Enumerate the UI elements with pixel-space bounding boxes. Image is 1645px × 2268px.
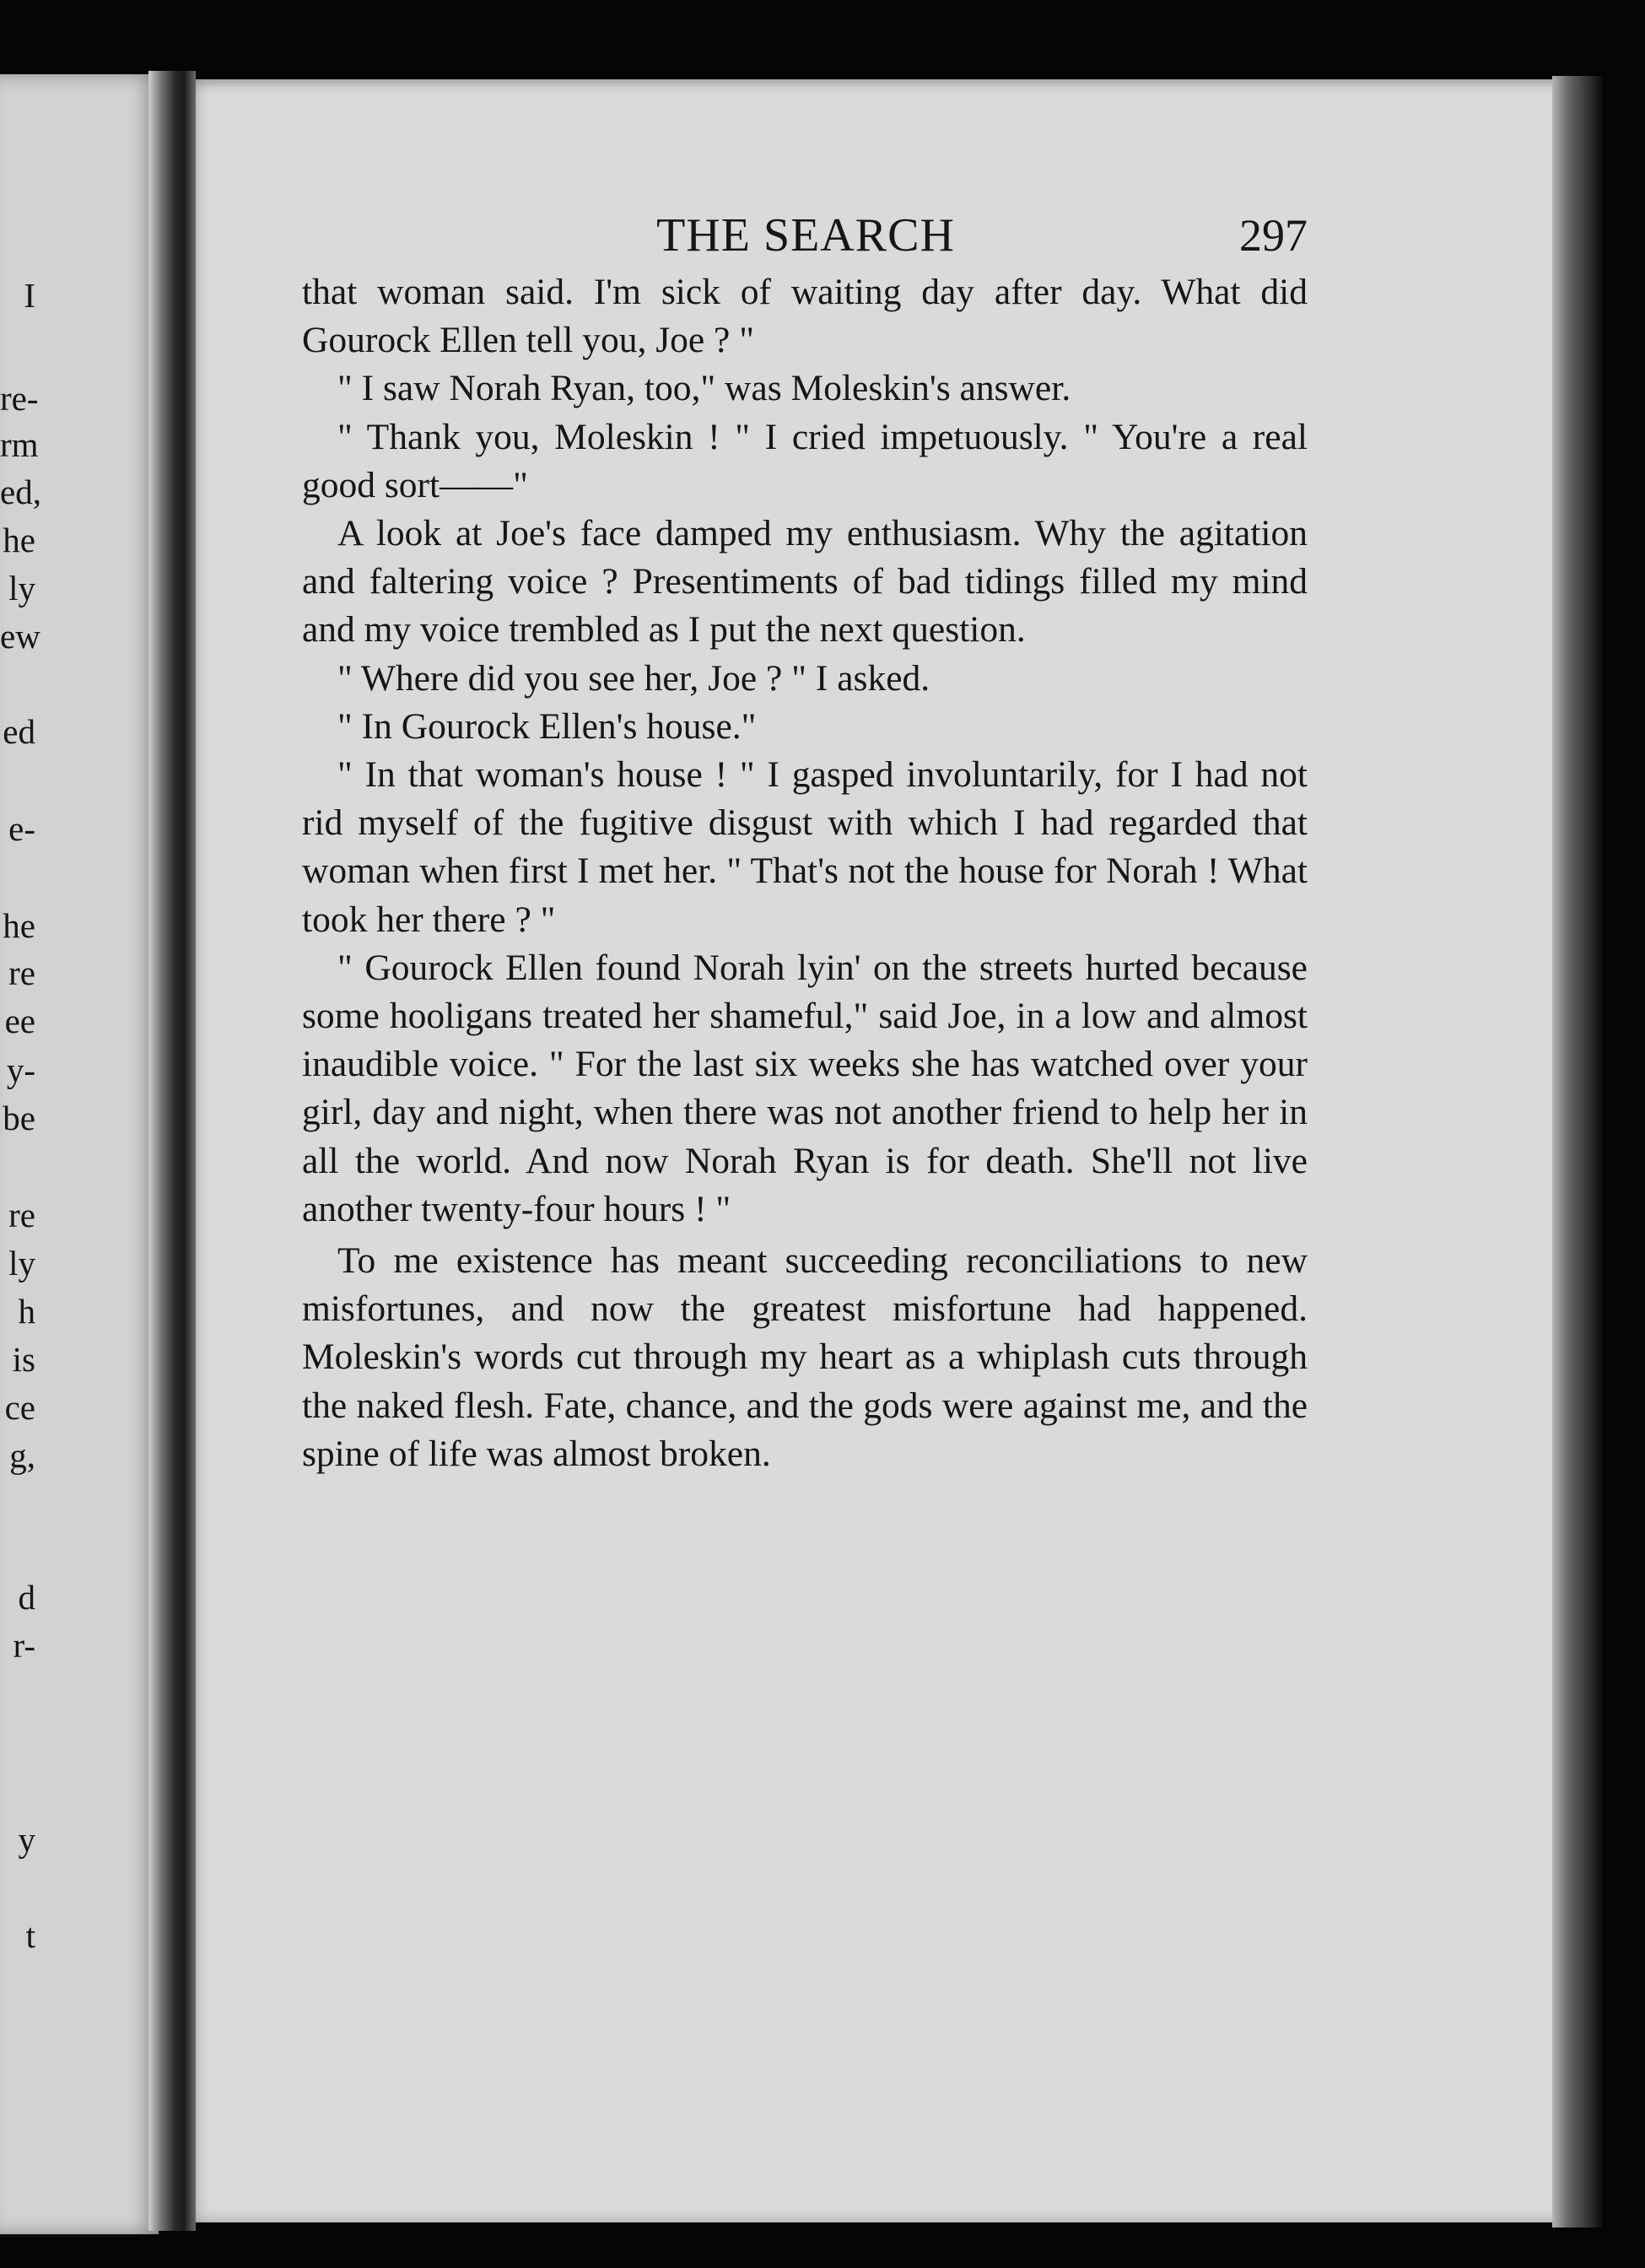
left-page-fragment: y: [18, 1820, 35, 1859]
left-page-fragment: ly: [8, 569, 35, 608]
paragraph: that woman said. I'm sick of waiting day after day. What did Gourock Ellen tell you, Joe ? ": [302, 272, 1308, 361]
paragraph: " Where did you see her, Joe ? " I asked.: [337, 657, 930, 699]
paragraph: " Gourock Ellen found Norah lyin' on the streets hurted because some hooligans treated her shameful," said Joe, in a low and almost inaudible voice. " For the last six weeks she has watched over your girl, day and night, when there was not another friend to help her in all the world. And now Norah Ryan is for death. She'll not live another twenty-four hours ! ": [302, 947, 1308, 1229]
running-header: [304, 208, 1308, 263]
left-page-fragment: d: [18, 1578, 35, 1617]
page-edge: [1552, 76, 1603, 2228]
left-page-fragment: rm: [0, 425, 39, 464]
left-page-fragment: re-: [0, 379, 39, 418]
left-page-fragment: ee: [4, 1002, 35, 1040]
paragraph: " In that woman's house ! " I gasped involuntarily, for I had not rid myself of the fugitive disgust with which I had regarded that woman when first I met her. " That's not the house for Norah ! What took her there ? ": [302, 754, 1308, 940]
left-page-fragment: he: [3, 521, 35, 559]
left-page-fragment: g,: [9, 1436, 35, 1475]
paragraph: " I saw Norah Ryan, too," was Moleskin's answer.: [337, 368, 1071, 409]
paragraph: " In Gourock Ellen's house.": [337, 705, 757, 747]
left-page-fragments: [0, 0, 159, 2268]
left-page-fragment: is: [12, 1340, 35, 1379]
left-page-fragment: ew: [0, 617, 40, 656]
left-page-fragment: ed,: [0, 472, 41, 511]
left-page-fragment: be: [3, 1099, 35, 1137]
running-title: THE SEARCH: [656, 209, 955, 262]
left-page-fragment: e-: [8, 809, 35, 848]
left-page-fragment: he: [3, 906, 35, 945]
page-number: 297: [1239, 210, 1308, 261]
paragraph: To me existence has meant succeeding reconciliations to new misfortunes, and now the greatest misfortune had happened. Moleskin's words cut through my heart as a whiplash cuts through the naked flesh. Fate, chance, and the gods were against me, and the spine of life was almost broken.: [302, 1240, 1308, 1474]
left-page-fragment: ly: [8, 1244, 35, 1282]
left-page-fragment: h: [18, 1292, 35, 1331]
left-page-fragment: I: [24, 276, 35, 315]
left-page-fragment: ce: [4, 1388, 35, 1427]
left-page-fragment: y-: [6, 1050, 35, 1089]
left-page-fragment: t: [25, 1916, 35, 1955]
page-body: [302, 268, 1308, 1478]
paragraph: " Thank you, Moleskin ! " I cried impetuously. " You're a real good sort——": [302, 416, 1308, 505]
paragraph: A look at Joe's face damped my enthusiasm. Why the agitation and faltering voice ? Presentiments of bad tidings filled my mind and my voice trembled as I put the next question.: [302, 513, 1308, 651]
book-gutter: [148, 71, 196, 2231]
left-page-fragment: r-: [13, 1626, 35, 1665]
left-page-fragment: ed: [3, 712, 35, 751]
left-page-fragment: re: [8, 953, 35, 992]
left-page-fragment: re: [8, 1196, 35, 1234]
